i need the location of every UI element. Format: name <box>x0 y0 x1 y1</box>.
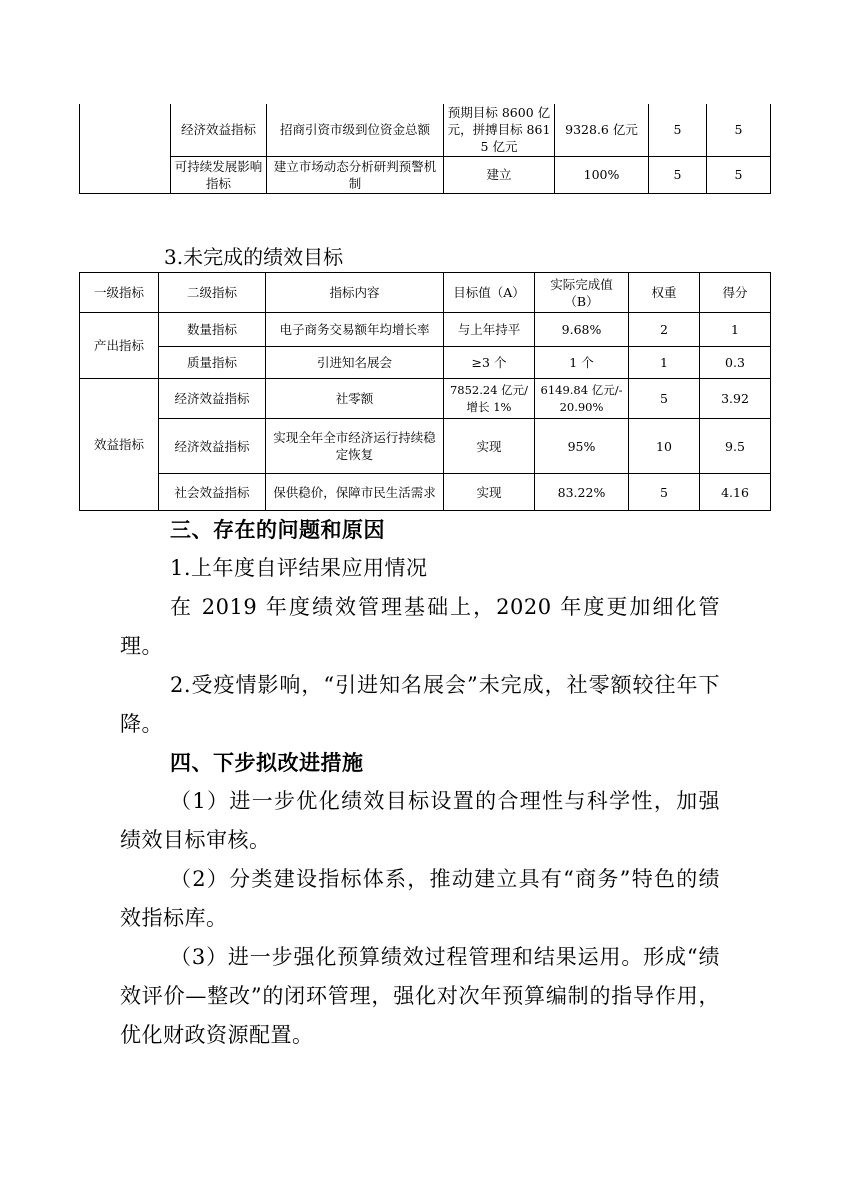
paragraph: （3）进一步强化预算绩效过程管理和结果运用。形成“绩效评价—整改”的闭环管理，强化对次年预算编制的指导作用，优化财政资源配置。 <box>120 945 720 1047</box>
table-row <box>80 156 771 193</box>
table-cell: 5 <box>649 104 707 156</box>
paragraph: 在 2019 年度绩效管理基础上，2020 年度更加细化管理。 <box>120 595 720 658</box>
column-header: 二级指标 <box>159 273 266 313</box>
column-header: 得分 <box>700 273 771 313</box>
table-cell: 建立 <box>444 156 555 193</box>
table-header-row <box>80 273 771 313</box>
table-cell: 引进知名展会 <box>266 347 444 379</box>
column-header: 目标值（A） <box>444 273 535 313</box>
table-cell: 5 <box>649 156 707 193</box>
table-row <box>80 313 771 347</box>
table-cell: 1 个 <box>535 347 629 379</box>
paragraph: 1.上年度自评结果应用情况 <box>170 556 428 580</box>
table-cell: 10 <box>629 419 700 474</box>
table-row <box>80 474 771 511</box>
table-cell: 经济效益指标 <box>159 379 266 419</box>
group-cell: 产出指标 <box>80 313 159 379</box>
table-cell: 83.22% <box>535 474 629 511</box>
table-cell: 预期目标 8600 亿元，拼搏目标 8615 亿元 <box>444 104 555 156</box>
table-cell: 2 <box>629 313 700 347</box>
column-header: 一级指标 <box>80 273 159 313</box>
table-cell: 5 <box>629 379 700 419</box>
table-row <box>80 419 771 474</box>
table-cell: 5 <box>707 156 771 193</box>
table-cell: 实现全年全市经济运行持续稳定恢复 <box>266 419 444 474</box>
table-cell: 0.3 <box>700 347 771 379</box>
table-cell: 社会效益指标 <box>159 474 266 511</box>
table-cell: ≥3 个 <box>444 347 535 379</box>
table-cell: 1 <box>700 313 771 347</box>
table-cell: 与上年持平 <box>444 313 535 347</box>
table-cell: 6149.84 亿元/-20.90% <box>535 379 629 419</box>
table-cell: 经济效益指标 <box>171 104 267 156</box>
table-cell: 实现 <box>444 419 535 474</box>
section-title: 3.未完成的绩效目标 <box>164 245 344 269</box>
table-cell: 7852.24 亿元/增长 1% <box>444 379 535 419</box>
paragraph: （2）分类建设指标体系，推动建立具有“商务”特色的绩效指标库。 <box>120 867 720 930</box>
table-row <box>80 379 771 419</box>
table-cell: 5 <box>707 104 771 156</box>
table-cell: 4.16 <box>700 474 771 511</box>
table-cell: 建立市场动态分析研判预警机制 <box>267 156 444 193</box>
unfinished-goals-table <box>79 272 771 511</box>
table-cell: 可持续发展影响指标 <box>171 156 267 193</box>
table-cell: 1 <box>629 347 700 379</box>
table-cell: 9328.6 亿元 <box>555 104 649 156</box>
table-cell: 招商引资市级到位资金总额 <box>267 104 444 156</box>
table-cell: 经济效益指标 <box>159 419 266 474</box>
table-row <box>80 104 771 156</box>
table-cell: 社零额 <box>266 379 444 419</box>
column-header: 权重 <box>629 273 700 313</box>
section-heading: 四、下步拟改进措施 <box>170 751 364 775</box>
paragraph: （1）进一步优化绩效目标设置的合理性与科学性，加强绩效目标审核。 <box>120 789 720 852</box>
paragraph: 2.受疫情影响，“引进知名展会”未完成，社零额较往年下降。 <box>120 673 720 736</box>
table-cell: 5 <box>629 474 700 511</box>
table-cell: 100% <box>555 156 649 193</box>
table-cell: 3.92 <box>700 379 771 419</box>
table-cell: 保供稳价，保障市民生活需求 <box>266 474 444 511</box>
table-cell: 数量指标 <box>159 313 266 347</box>
performance-table-continued <box>79 104 771 194</box>
table-cell <box>80 104 171 193</box>
column-header: 指标内容 <box>266 273 444 313</box>
section-heading: 三、存在的问题和原因 <box>170 518 385 542</box>
table-cell: 实现 <box>444 474 535 511</box>
table-cell: 电子商务交易额年均增长率 <box>266 313 444 347</box>
table-cell: 9.68% <box>535 313 629 347</box>
column-header: 实际完成值（B） <box>535 273 629 313</box>
table-cell: 9.5 <box>700 419 771 474</box>
group-cell: 效益指标 <box>80 379 159 511</box>
table-cell: 95% <box>535 419 629 474</box>
table-cell: 质量指标 <box>159 347 266 379</box>
table-row <box>80 347 771 379</box>
